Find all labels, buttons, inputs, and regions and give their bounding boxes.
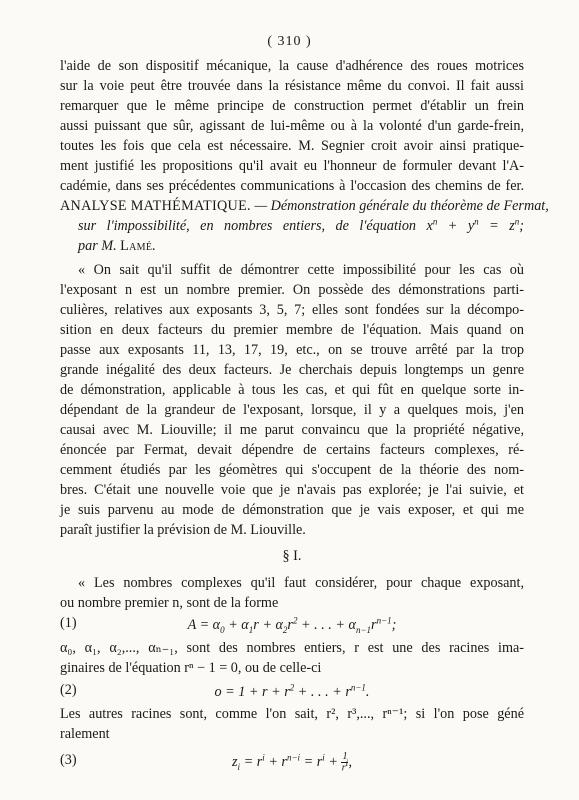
text-line: paraît justifier la prévision de M. Liouville. <box>60 522 306 538</box>
section-title: § I. <box>282 548 302 564</box>
equation-2 <box>60 680 524 704</box>
text-line: cadémie, dans ses précédentes communications à l'occasion des chemins de fer. <box>60 178 524 194</box>
text-line: remarquer que le même principe de construction permet d'établir un frein <box>60 98 524 114</box>
text-line: je suis parvenu au mode de démonstration que je vais exposer, et qui me <box>60 502 524 518</box>
equation-body: $o = 1 + r + r^2$ + . . . + $r^{n-1}$. <box>214 682 370 700</box>
text-line: « Les nombres complexes qu'il faut considérer, pour chaque exposant, <box>78 575 524 591</box>
text-line: passe aux exposants 11, 13, 17, 19, etc., on se trouve arrêté par la trop <box>60 342 524 358</box>
heading-line: sur l'impossibilité, en nombres entiers, de l'équation $x^n + y^n = z^n$; <box>78 216 524 234</box>
text-line: Les autres racines sont, comme l'on sait, r², r³,..., rⁿ⁻¹; si l'on pose géné <box>60 706 524 722</box>
text-line: ou nombre premier n, sont de la forme <box>60 595 279 611</box>
equation-number: (3) <box>60 752 77 768</box>
text-line: toutes les fois que cela est nécessaire. M. Segnier croit avoir ainsi pratique- <box>60 138 524 154</box>
section-label: ANALYSE MATHÉMATIQUE. <box>60 198 251 214</box>
text-line: énoncée par Fermat, devait dépendre de certains facteurs complexes, ré- <box>60 442 524 458</box>
text-line: cemment étudiés par les géomètres qui s'occupent de la théorie des nom- <box>60 462 524 478</box>
equation-number: (1) <box>60 615 77 631</box>
equation-number: (2) <box>60 682 77 698</box>
heading-title: — Démonstration générale du théorème de Fermat, <box>250 198 549 214</box>
author-name: Lamé <box>120 238 153 254</box>
page-number: ( 310 ) <box>267 34 312 49</box>
text-line: sition en deux facteurs du premier membre de l'équation. Mais quand on <box>60 322 524 338</box>
text-line: causai avec M. Liouville; il me parut convaincu que la propriété négative, <box>60 422 524 438</box>
heading-line <box>60 196 549 216</box>
heading-title-cont: sur l'impossibilité, en nombres entiers, de l'équation x <box>78 218 433 234</box>
text-line: l'aide de son dispositif mécanique, la cause d'adhérence des roues motrices <box>60 58 524 74</box>
equation-1 <box>60 613 524 637</box>
equation-3 <box>60 748 524 778</box>
text-line: dépendant de la grandeur de l'exposant, lorsque, il y a quelques mois, j'en <box>60 402 524 418</box>
text-line: grande inégalité des deux facteurs. Je cherchais depuis longtemps un genre <box>60 362 524 378</box>
author-prefix: par M. <box>78 238 121 254</box>
heading-author-line: par M. Lamé. <box>78 238 156 254</box>
equation-body: $z_i = r^i + r^{n-i} = r^i$ + $\frac{1}{r^i}$ , <box>232 751 352 774</box>
text-line: l'exposant n est un nombre premier. On possède des démonstrations parti- <box>60 282 524 298</box>
text-line: culières, relatives aux exposants 3, 5, 7; elles sont fondées sur la décompo- <box>60 302 524 318</box>
text-line: aussi puissant que sûr, agissant de lui-même ou à la volonté d'un garde-frein, <box>60 118 524 134</box>
text-line: sur la voie peut être trouvée dans la résistance même du convoi. Il fait aussi <box>60 78 524 94</box>
text-line: ralement <box>60 726 110 742</box>
text-line: ginaires de l'équation rⁿ − 1 = 0, ou de celle-ci <box>60 660 322 676</box>
text-line: « On sait qu'il suffit de démontrer cette impossibilité pour les cas où <box>78 262 524 278</box>
text-line: ment justifié les propositions qu'il avait eu l'honneur de formuler devant l'A- <box>60 158 524 174</box>
text-line: bres. C'était une nouvelle voie que je n'avais pas explorée; je l'ai suivie, et <box>60 482 524 498</box>
text-line: α₀, α₁, α₂,..., αₙ₋₁, sont des nombres entiers, r est une des racines ima- <box>60 640 524 656</box>
equation-body: $A = \alpha_0 + \alpha_1r + \alpha_2r^2$ + . . . + $\alpha_{n-1}r^{n-1}$; <box>187 615 397 635</box>
text-line: de démonstration, applicable à tous les cas, et qui fût en quelque sorte in- <box>60 382 524 398</box>
